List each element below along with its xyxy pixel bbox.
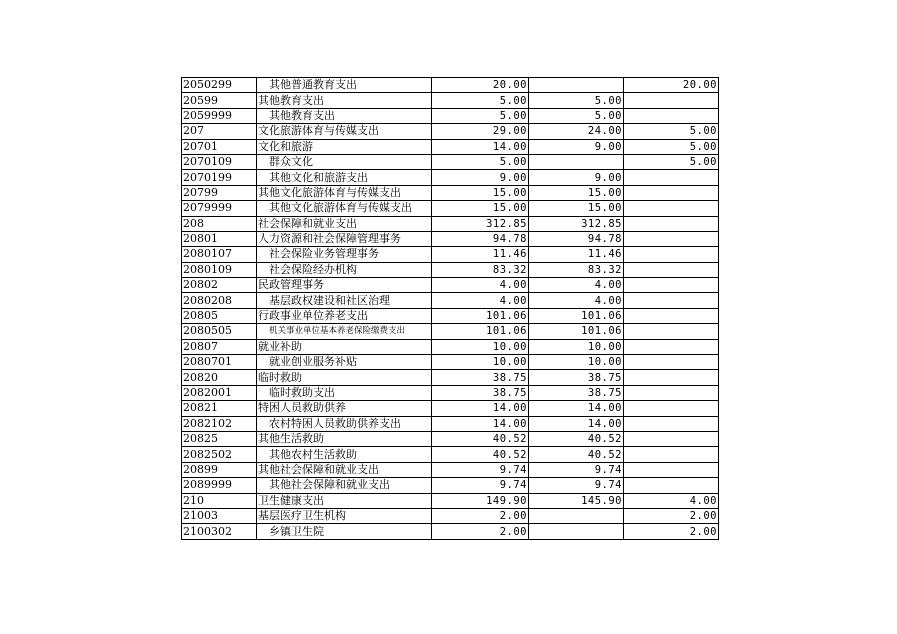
subject-code-cell: 2059999: [182, 108, 257, 123]
project-expenditure-cell: [624, 324, 719, 339]
table-row: [182, 493, 719, 508]
subject-code-cell: 210: [182, 493, 257, 508]
subject-name-cell: 民政管理事务: [257, 278, 432, 293]
subject-name-cell: 其他文化和旅游支出: [257, 170, 432, 185]
project-expenditure-cell: [624, 231, 719, 246]
project-expenditure-cell: [624, 401, 719, 416]
basic-expenditure-cell: 9.74: [529, 462, 624, 477]
basic-expenditure-cell: 5.00: [529, 93, 624, 108]
subject-name-cell: 人力资源和社会保障管理事务: [257, 231, 432, 246]
basic-expenditure-cell: [529, 508, 624, 523]
subject-name-cell: 文化旅游体育与传媒支出: [257, 124, 432, 139]
subject-name-cell: 其他文化旅游体育与传媒支出: [257, 185, 432, 200]
subject-code-cell: 20801: [182, 231, 257, 246]
basic-expenditure-cell: [529, 154, 624, 169]
basic-expenditure-cell: 38.75: [529, 370, 624, 385]
total-amount-cell: 4.00: [432, 278, 529, 293]
project-expenditure-cell: [624, 308, 719, 323]
subject-code-cell: 2089999: [182, 478, 257, 493]
subject-name-cell: 其他生活救助: [257, 431, 432, 446]
project-expenditure-cell: [624, 370, 719, 385]
basic-expenditure-cell: 24.00: [529, 124, 624, 139]
subject-name-cell: 行政事业单位养老支出: [257, 308, 432, 323]
table-row: [182, 124, 719, 139]
project-expenditure-cell: [624, 185, 719, 200]
basic-expenditure-cell: 14.00: [529, 416, 624, 431]
subject-name-cell: 其他社会保障和就业支出: [257, 478, 432, 493]
project-expenditure-cell: [624, 201, 719, 216]
total-amount-cell: 2.00: [432, 508, 529, 523]
table-row: [182, 508, 719, 523]
subject-code-cell: 20599: [182, 93, 257, 108]
table-row: [182, 478, 719, 493]
table-row: [182, 293, 719, 308]
subject-name-cell: 其他教育支出: [257, 93, 432, 108]
table-row: [182, 93, 719, 108]
project-expenditure-cell: 4.00: [624, 493, 719, 508]
subject-name-cell: 社会保险经办机构: [257, 262, 432, 277]
total-amount-cell: 15.00: [432, 201, 529, 216]
total-amount-cell: 5.00: [432, 93, 529, 108]
subject-name-cell: 其他普通教育支出: [257, 78, 432, 93]
basic-expenditure-cell: 101.06: [529, 308, 624, 323]
total-amount-cell: 149.90: [432, 493, 529, 508]
basic-expenditure-cell: 40.52: [529, 447, 624, 462]
table-row: [182, 339, 719, 354]
subject-name-cell: 文化和旅游: [257, 139, 432, 154]
subject-name-cell: 就业创业服务补贴: [257, 355, 432, 370]
total-amount-cell: 4.00: [432, 293, 529, 308]
subject-code-cell: 2080701: [182, 355, 257, 370]
total-amount-cell: 14.00: [432, 416, 529, 431]
subject-name-cell: 其他教育支出: [257, 108, 432, 123]
table-body: [182, 78, 719, 540]
project-expenditure-cell: [624, 108, 719, 123]
subject-name-cell: 其他文化旅游体育与传媒支出: [257, 201, 432, 216]
subject-code-cell: 2082502: [182, 447, 257, 462]
basic-expenditure-cell: 83.32: [529, 262, 624, 277]
total-amount-cell: 9.74: [432, 462, 529, 477]
basic-expenditure-cell: 4.00: [529, 278, 624, 293]
project-expenditure-cell: 5.00: [624, 124, 719, 139]
subject-code-cell: 208: [182, 216, 257, 231]
subject-code-cell: 20807: [182, 339, 257, 354]
subject-code-cell: 20825: [182, 431, 257, 446]
project-expenditure-cell: [624, 416, 719, 431]
table-row: [182, 139, 719, 154]
subject-name-cell: 其他农村生活救助: [257, 447, 432, 462]
subject-code-cell: 2080208: [182, 293, 257, 308]
total-amount-cell: 5.00: [432, 108, 529, 123]
subject-name-cell: 农村特困人员救助供养支出: [257, 416, 432, 431]
subject-code-cell: 2079999: [182, 201, 257, 216]
total-amount-cell: 5.00: [432, 154, 529, 169]
subject-code-cell: 20802: [182, 278, 257, 293]
total-amount-cell: 20.00: [432, 78, 529, 93]
project-expenditure-cell: 2.00: [624, 508, 719, 523]
total-amount-cell: 38.75: [432, 370, 529, 385]
subject-code-cell: 2070109: [182, 154, 257, 169]
basic-expenditure-cell: 312.85: [529, 216, 624, 231]
basic-expenditure-cell: 40.52: [529, 431, 624, 446]
subject-code-cell: 20805: [182, 308, 257, 323]
subject-code-cell: 20799: [182, 185, 257, 200]
subject-code-cell: 2080109: [182, 262, 257, 277]
basic-expenditure-cell: 9.00: [529, 170, 624, 185]
total-amount-cell: 101.06: [432, 324, 529, 339]
table-row: [182, 154, 719, 169]
basic-expenditure-cell: 10.00: [529, 355, 624, 370]
total-amount-cell: 40.52: [432, 431, 529, 446]
subject-name-cell: 其他社会保障和就业支出: [257, 462, 432, 477]
project-expenditure-cell: [624, 462, 719, 477]
subject-name-cell: 群众文化: [257, 154, 432, 169]
table-row: [182, 355, 719, 370]
table-row: [182, 462, 719, 477]
total-amount-cell: 29.00: [432, 124, 529, 139]
total-amount-cell: 101.06: [432, 308, 529, 323]
basic-expenditure-cell: [529, 78, 624, 93]
project-expenditure-cell: [624, 385, 719, 400]
subject-code-cell: 2080505: [182, 324, 257, 339]
table-row: [182, 370, 719, 385]
total-amount-cell: 94.78: [432, 231, 529, 246]
table-row: [182, 431, 719, 446]
basic-expenditure-cell: [529, 524, 624, 539]
table-row: [182, 401, 719, 416]
basic-expenditure-cell: 38.75: [529, 385, 624, 400]
project-expenditure-cell: [624, 355, 719, 370]
basic-expenditure-cell: 101.06: [529, 324, 624, 339]
table-row: [182, 278, 719, 293]
subject-code-cell: 2100302: [182, 524, 257, 539]
subject-code-cell: 2050299: [182, 78, 257, 93]
subject-name-cell: 社会保障和就业支出: [257, 216, 432, 231]
basic-expenditure-cell: 5.00: [529, 108, 624, 123]
total-amount-cell: 312.85: [432, 216, 529, 231]
project-expenditure-cell: [624, 447, 719, 462]
subject-code-cell: 20821: [182, 401, 257, 416]
basic-expenditure-cell: 9.00: [529, 139, 624, 154]
project-expenditure-cell: [624, 278, 719, 293]
subject-name-cell: 乡镇卫生院: [257, 524, 432, 539]
subject-name-cell: 特困人员救助供养: [257, 401, 432, 416]
subject-code-cell: 2080107: [182, 247, 257, 262]
total-amount-cell: 9.00: [432, 170, 529, 185]
table-row: [182, 108, 719, 123]
basic-expenditure-cell: 15.00: [529, 201, 624, 216]
total-amount-cell: 10.00: [432, 355, 529, 370]
project-expenditure-cell: [624, 216, 719, 231]
subject-code-cell: 20899: [182, 462, 257, 477]
project-expenditure-cell: [624, 93, 719, 108]
total-amount-cell: 9.74: [432, 478, 529, 493]
subject-code-cell: 20820: [182, 370, 257, 385]
project-expenditure-cell: [624, 339, 719, 354]
project-expenditure-cell: [624, 431, 719, 446]
basic-expenditure-cell: 4.00: [529, 293, 624, 308]
subject-code-cell: 2082102: [182, 416, 257, 431]
total-amount-cell: 83.32: [432, 262, 529, 277]
budget-expenditure-table: [181, 77, 719, 540]
total-amount-cell: 14.00: [432, 139, 529, 154]
project-expenditure-cell: [624, 293, 719, 308]
basic-expenditure-cell: 94.78: [529, 231, 624, 246]
subject-name-cell: 就业补助: [257, 339, 432, 354]
table-row: [182, 78, 719, 93]
subject-code-cell: 2082001: [182, 385, 257, 400]
subject-code-cell: 2070199: [182, 170, 257, 185]
basic-expenditure-cell: 11.46: [529, 247, 624, 262]
basic-expenditure-cell: 15.00: [529, 185, 624, 200]
basic-expenditure-cell: 14.00: [529, 401, 624, 416]
total-amount-cell: 40.52: [432, 447, 529, 462]
project-expenditure-cell: [624, 478, 719, 493]
subject-code-cell: 21003: [182, 508, 257, 523]
total-amount-cell: 11.46: [432, 247, 529, 262]
subject-code-cell: 20701: [182, 139, 257, 154]
table-row: [182, 201, 719, 216]
subject-name-cell: 机关事业单位基本养老保险缴费支出: [257, 324, 432, 339]
basic-expenditure-cell: 145.90: [529, 493, 624, 508]
table-row: [182, 447, 719, 462]
subject-name-cell: 临时救助支出: [257, 385, 432, 400]
subject-name-cell: 基层政权建设和社区治理: [257, 293, 432, 308]
table-row: [182, 324, 719, 339]
project-expenditure-cell: [624, 262, 719, 277]
total-amount-cell: 2.00: [432, 524, 529, 539]
project-expenditure-cell: 5.00: [624, 139, 719, 154]
table-row: [182, 231, 719, 246]
basic-expenditure-cell: 10.00: [529, 339, 624, 354]
table-row: [182, 185, 719, 200]
total-amount-cell: 38.75: [432, 385, 529, 400]
table-row: [182, 385, 719, 400]
table-row: [182, 216, 719, 231]
subject-name-cell: 社会保险业务管理事务: [257, 247, 432, 262]
subject-name-cell: 卫生健康支出: [257, 493, 432, 508]
total-amount-cell: 10.00: [432, 339, 529, 354]
basic-expenditure-cell: 9.74: [529, 478, 624, 493]
project-expenditure-cell: [624, 170, 719, 185]
total-amount-cell: 15.00: [432, 185, 529, 200]
subject-name-cell: 基层医疗卫生机构: [257, 508, 432, 523]
subject-code-cell: 207: [182, 124, 257, 139]
table-row: [182, 170, 719, 185]
table-row: [182, 416, 719, 431]
project-expenditure-cell: 2.00: [624, 524, 719, 539]
total-amount-cell: 14.00: [432, 401, 529, 416]
table-row: [182, 524, 719, 539]
project-expenditure-cell: 20.00: [624, 78, 719, 93]
project-expenditure-cell: 5.00: [624, 154, 719, 169]
project-expenditure-cell: [624, 247, 719, 262]
table-row: [182, 308, 719, 323]
table-row: [182, 247, 719, 262]
subject-name-cell: 临时救助: [257, 370, 432, 385]
table-row: [182, 262, 719, 277]
